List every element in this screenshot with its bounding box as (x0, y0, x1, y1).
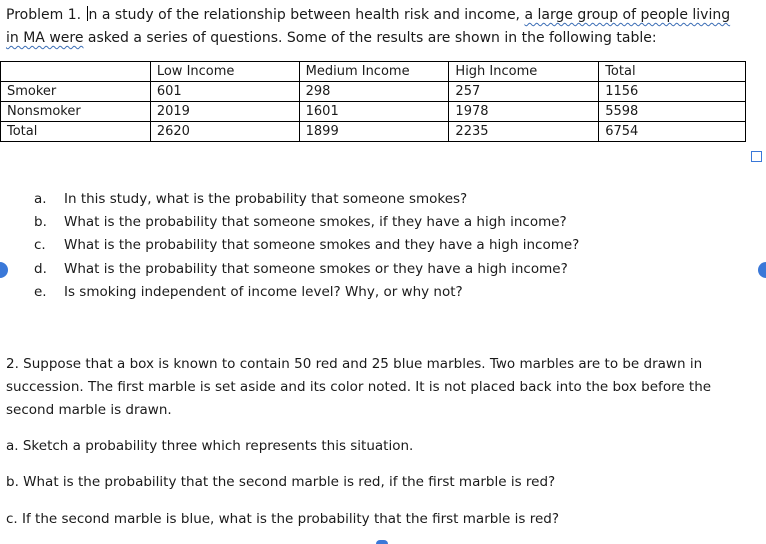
problem2-line1: 2. Suppose that a box is known to contain 50 red and 25 blue marbles. Two marbles are to be drawn in (6, 356, 703, 372)
question-1b: b. What is the probability that someone smokes, if they have a high income? (34, 214, 567, 230)
problem1-line1: Problem 1. n a study of the relationship between health risk and income, a large group of people living (6, 7, 731, 23)
problem1-line2: in MA were asked a series of questions. Some of the results are shown in the following table: (6, 30, 657, 46)
income-smoking-table (0, 61, 746, 142)
question-1d: d. What is the probability that someone smokes or they have a high income? (34, 261, 568, 277)
table-cell: 6754 (599, 122, 746, 142)
selection-handle-bottom[interactable] (376, 540, 388, 544)
table-header-cell: Medium Income (299, 62, 449, 82)
question-2a: a. Sketch a probability three which represents this situation. (6, 438, 414, 454)
table-cell: 601 (150, 82, 299, 102)
row-label: Nonsmoker (1, 102, 151, 122)
table-cell (1, 62, 151, 82)
selection-handle-right[interactable] (758, 262, 766, 278)
table-cell: 1601 (299, 102, 449, 122)
spellcheck-underline: in MA were (6, 30, 84, 46)
table-resize-handle[interactable] (751, 151, 762, 162)
question-2c: c. If the second marble is blue, what is the probability that the first marble is red? (6, 511, 560, 527)
table-cell: 1978 (449, 102, 599, 122)
table-cell: 257 (449, 82, 599, 102)
table-cell: 2620 (150, 122, 299, 142)
problem2-line2: succession. The first marble is set aside and its color noted. It is not placed back into the box before the (6, 379, 712, 395)
table-row (1, 82, 746, 102)
question-1c: c. What is the probability that someone smokes and they have a high income? (34, 237, 580, 253)
row-label: Smoker (1, 82, 151, 102)
table-cell: 1899 (299, 122, 449, 142)
table-row (1, 122, 746, 142)
question-1e: e. Is smoking independent of income level? Why, or why not? (34, 284, 463, 300)
question-1a: a. In this study, what is the probability that someone smokes? (34, 191, 468, 207)
table-cell: 5598 (599, 102, 746, 122)
table-cell: 298 (299, 82, 449, 102)
text-cursor (87, 6, 88, 21)
question-2b: b. What is the probability that the second marble is red, if the first marble is red? (6, 474, 556, 490)
table-header-row (1, 62, 746, 82)
table-cell: 1156 (599, 82, 746, 102)
spellcheck-underline: a large group of people living (524, 7, 731, 23)
table-header-cell: Low Income (150, 62, 299, 82)
problem2-line3: second marble is drawn. (6, 402, 172, 418)
table-cell: 2235 (449, 122, 599, 142)
table-cell: 2019 (150, 102, 299, 122)
row-label: Total (1, 122, 151, 142)
table-header-cell: Total (599, 62, 746, 82)
table-header-cell: High Income (449, 62, 599, 82)
table-row (1, 102, 746, 122)
selection-handle-left[interactable] (0, 262, 8, 278)
